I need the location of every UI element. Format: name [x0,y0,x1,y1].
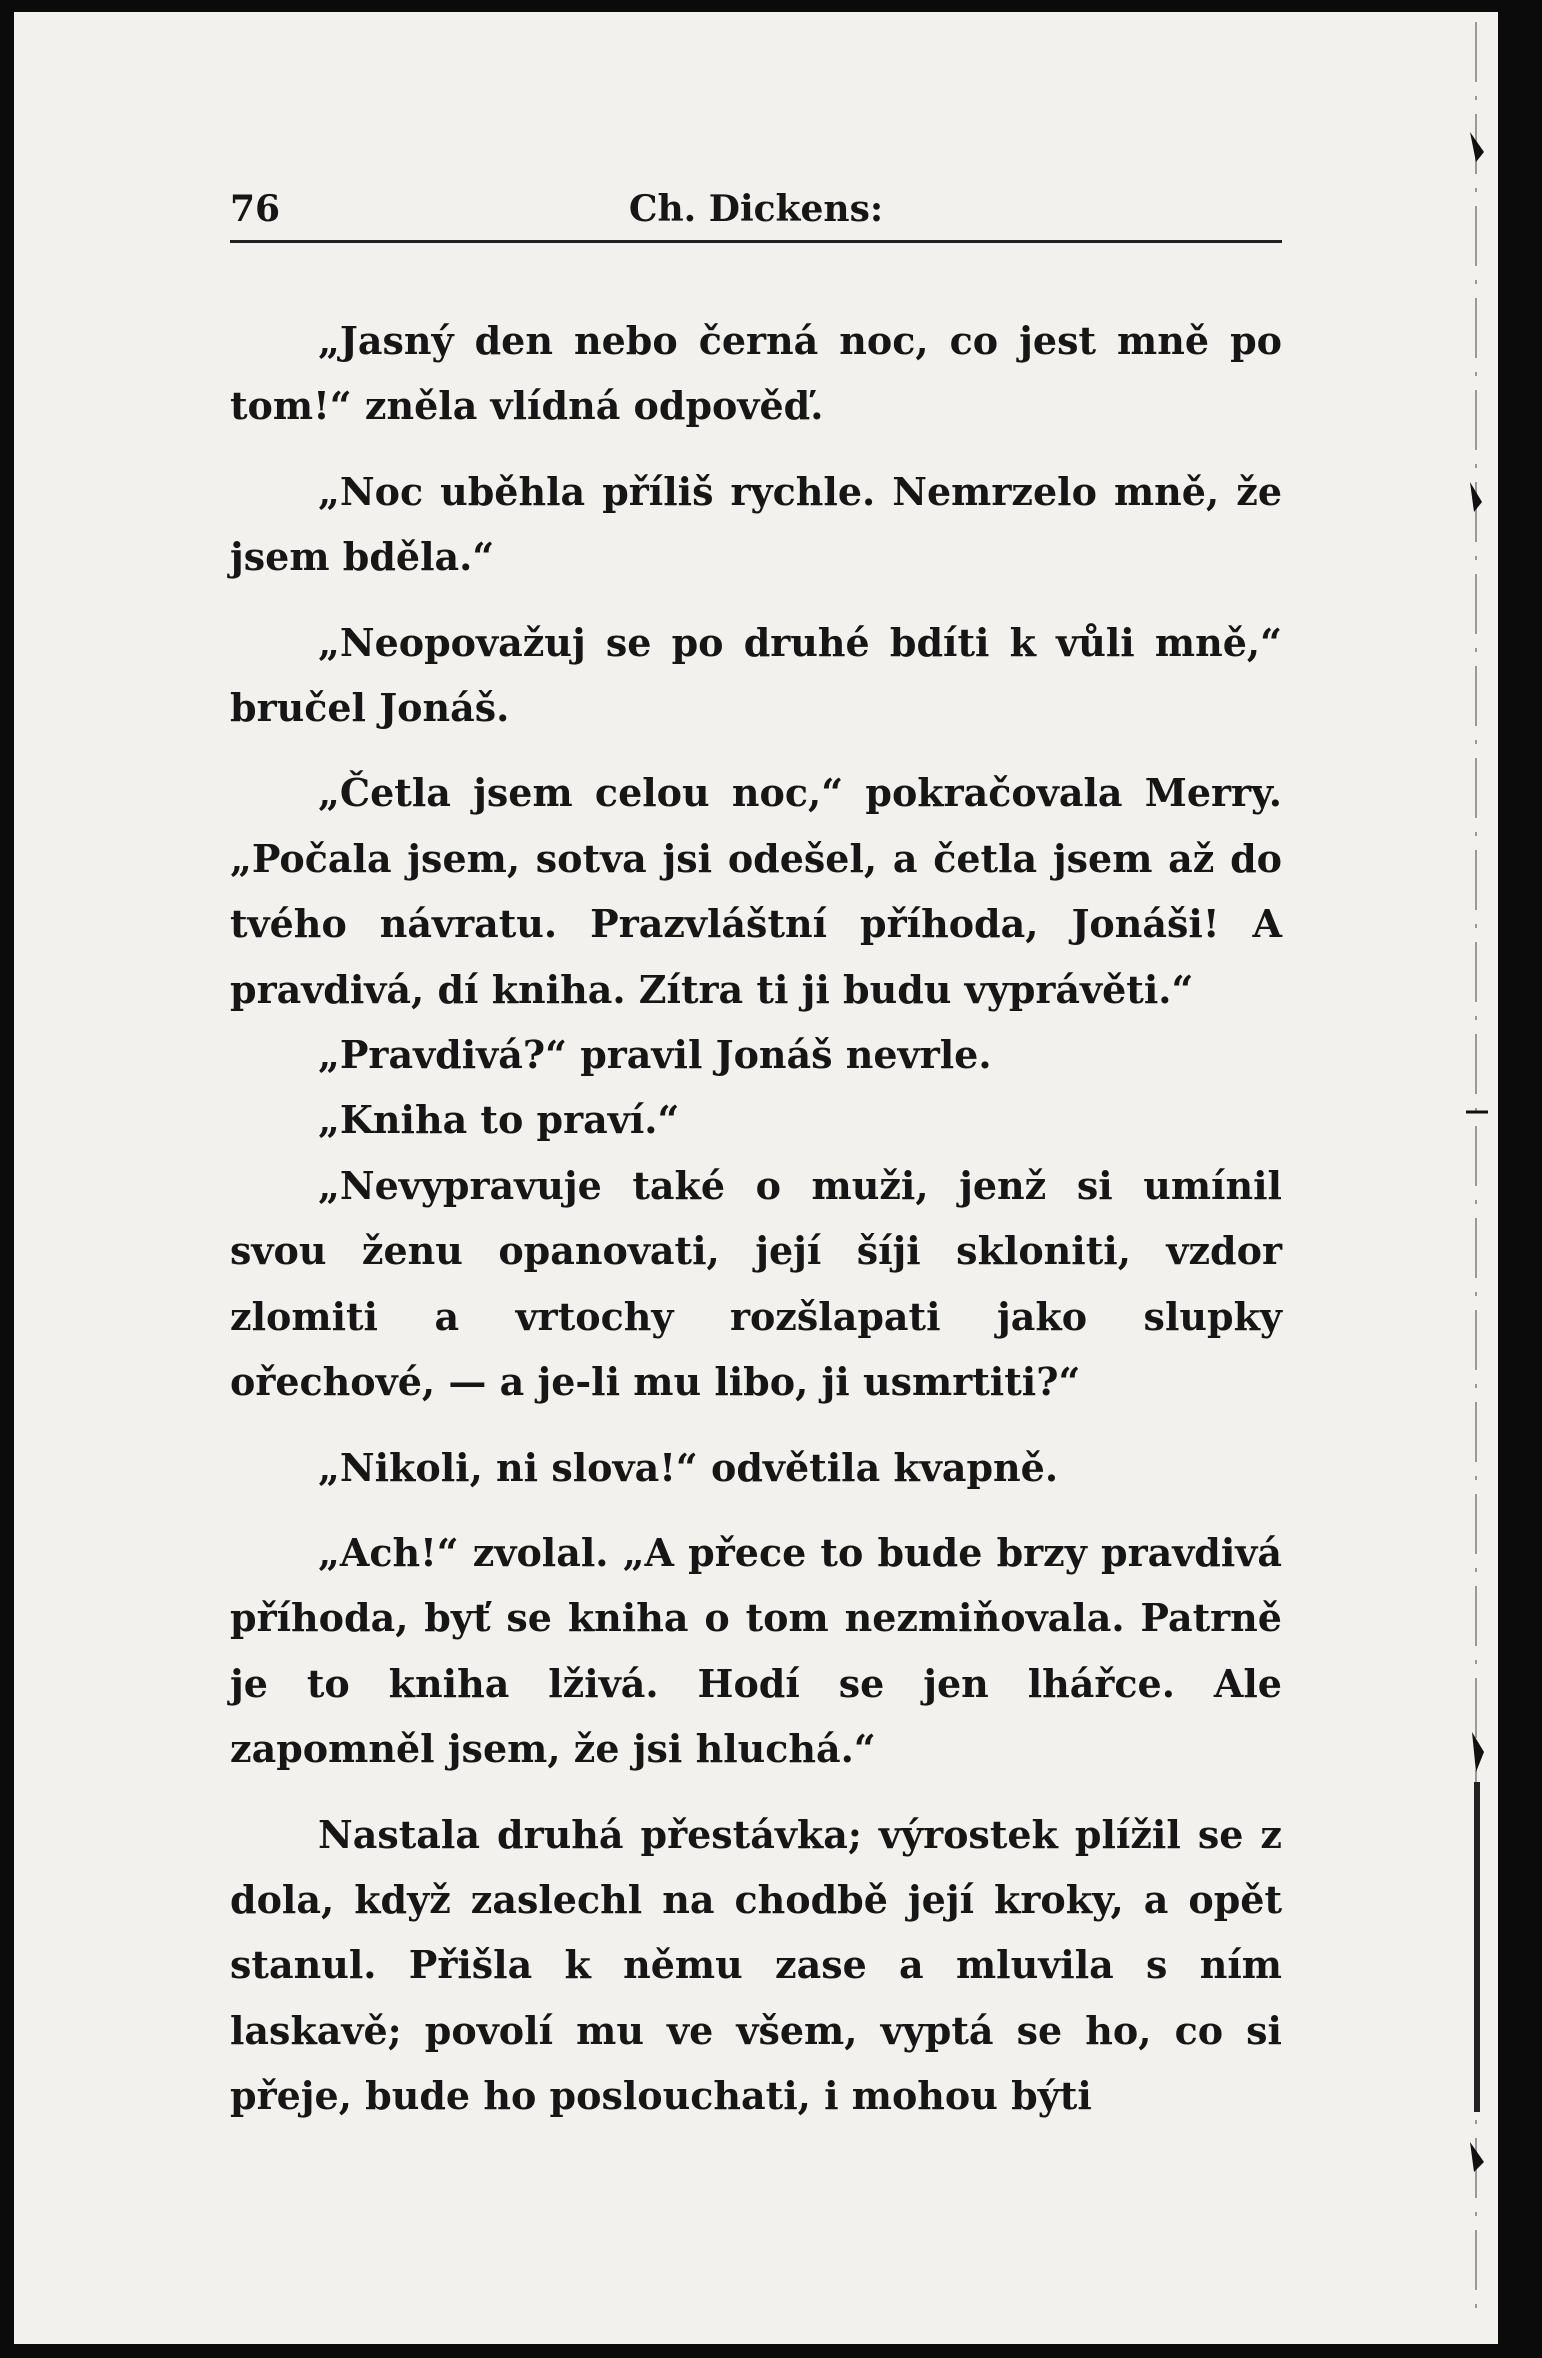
page-header [230,188,1282,240]
paragraph: „Četla jsem celou noc,“ pokračovala Merry. „Počala jsem, sotva jsi odešel, a četla jsem až do tvého návratu. Prazvláštní příhoda, Jonáši! A pravdivá, dí kniha. Zítra ti ji budu vyprávěti.“ [230,770,1282,1012]
paragraph: „Jasný den nebo černá noc, co jest mně po tom!“ zněla vlídná odpověď. [230,318,1282,429]
paragraph: „Ach!“ zvolal. „A přece to bude brzy pravdivá příhoda, byť se kniha o tom nezmiňovala. Patrně je to kniha lživá. Hodí se jen lhářce. Ale zapomněl jsem, že jsi hluchá.“ [230,1529,1282,1772]
page-number: 76 [230,188,281,230]
book-page [14,12,1498,2344]
header-rule [230,240,1282,243]
paragraph: Nastala druhá přestávka; výrostek plížil se z dola, když zaslechl na chodbě její kroky, a opět stanul. Přišla k němu zase a mluvila s ním laskavě; povolí mu ve všem, vyptá se ho, co si přeje, bude ho poslouchati, i mohou býti [230,1811,1282,2119]
paragraph: „Neopovažuj se po druhé bdíti k vůli mně,“ bručel Jonáš. [230,619,1282,731]
scan-edge-marks [1454,12,1498,2344]
paragraph: „Nevypravuje také o muži, jenž si umínil svou ženu opanovati, její šíji skloniti, vzdor zlomiti a vrtochy rozšlapati jako slupky ořechové, — a je-li mu libo, ji usmrtiti?“ [230,1162,1282,1405]
paragraph: „Kniha to praví.“ [318,1097,680,1143]
running-head: Ch. Dickens: [628,188,884,230]
paragraph: „Nikoli, ni slova!“ odvětila kvapně. [318,1444,1059,1490]
body-text [230,308,1282,2129]
paragraph: „Noc uběhla příliš rychle. Nemrzelo mně, že jsem bděla.“ [230,468,1282,580]
paragraph: „Pravdivá?“ pravil Jonáš nevrle. [318,1032,992,1078]
